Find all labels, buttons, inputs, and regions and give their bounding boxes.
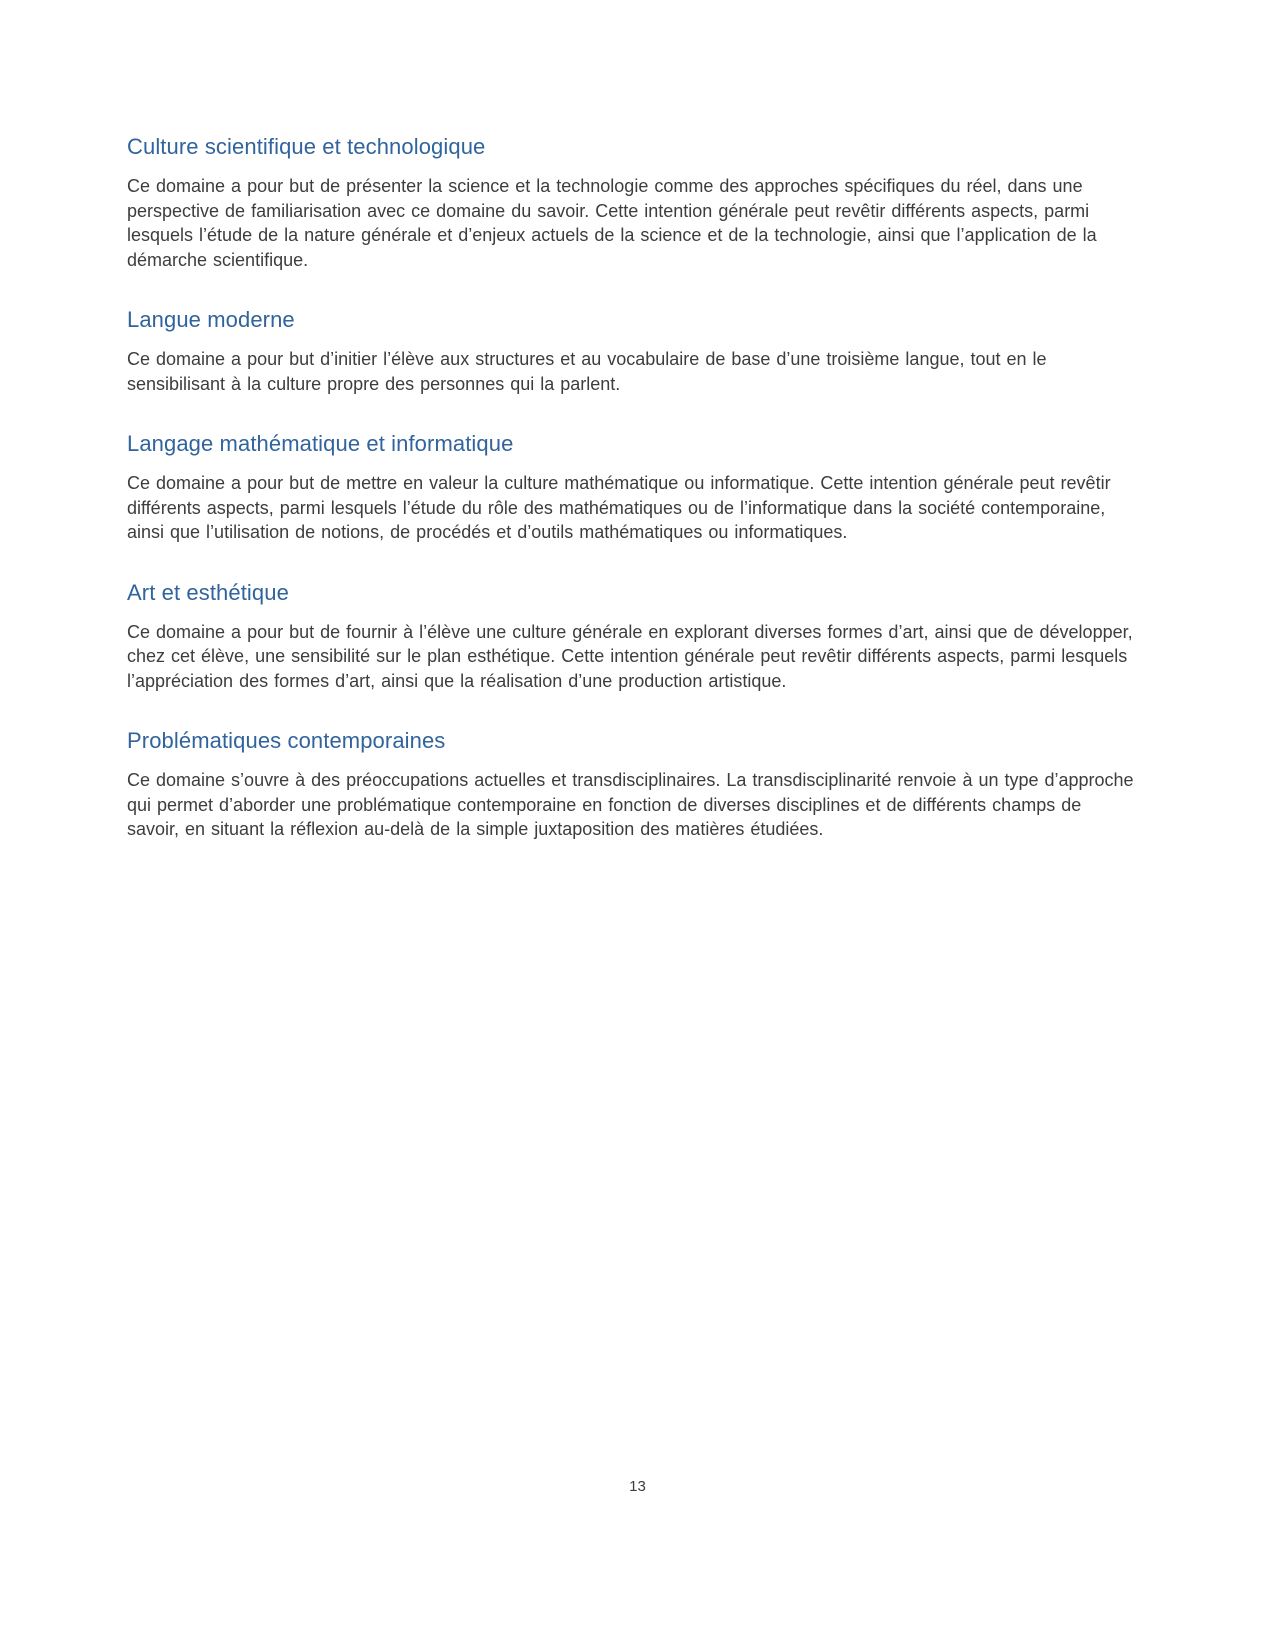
section-body-text: Ce domaine a pour but de mettre en valeur la culture mathématique ou informatique. Cette intention générale peut revêtir différents aspects, parmi lesquels l’étude du rôle des mathématiques ou de l’informatique dans la société contemporaine, ainsi que l’utilisation de notions, de procédés et d’outils mathématiques ou informatiques.: [127, 473, 1111, 542]
section-langage-mathematique: [127, 425, 1135, 545]
section-body-text: Ce domaine a pour but d’initier l’élève aux structures et au vocabulaire de base d’une troisième langue, tout en le sensibilisant à la culture propre des personnes qui la parlent.: [127, 349, 1047, 394]
section-art-esthetique: [127, 574, 1135, 694]
section-heading: Art et esthétique: [127, 579, 289, 605]
section-body-text: Ce domaine s’ouvre à des préoccupations actuelles et transdisciplinaires. La transdisciplinarité renvoie à un type d’approche qui permet d’aborder une problématique contemporaine en fonction de diverses disciplines et de différents champs de savoir, en situant la réflexion au-delà de la simple juxtaposition des matières étudiées.: [127, 770, 1134, 839]
section-problematiques-contemporaines: [127, 722, 1135, 842]
section-body-text: Ce domaine a pour but de présenter la science et la technologie comme des approches spécifiques du réel, dans une perspective de familiarisation avec ce domaine du savoir. Cette intention générale peut revêtir différents aspects, parmi lesquels l’étude de la nature générale et d’enjeux actuels de la science et de la technologie, ainsi que l’application de la démarche scientifique.: [127, 176, 1097, 270]
section-culture-scientifique: [127, 128, 1135, 272]
section-heading: Langue moderne: [127, 307, 295, 332]
page-number: 13: [629, 1478, 646, 1495]
section-langue-moderne: [127, 301, 1135, 396]
section-body-text: Ce domaine a pour but de fournir à l’élève une culture générale en explorant diverses formes d’art, ainsi que de développer, chez cet élève, une sensibilité sur le plan esthétique. Cette intention générale peut revêtir différents aspects, parmi lesquels l’appréciation des formes d’art, ainsi que la réalisation d’une production artistique.: [127, 621, 1133, 691]
section-heading: Langage mathématique et informatique: [127, 431, 514, 456]
section-heading: Culture scientifique et technologique: [127, 134, 486, 159]
section-heading: Problématiques contemporaines: [127, 728, 446, 753]
page-footer: [0, 1478, 1275, 1496]
